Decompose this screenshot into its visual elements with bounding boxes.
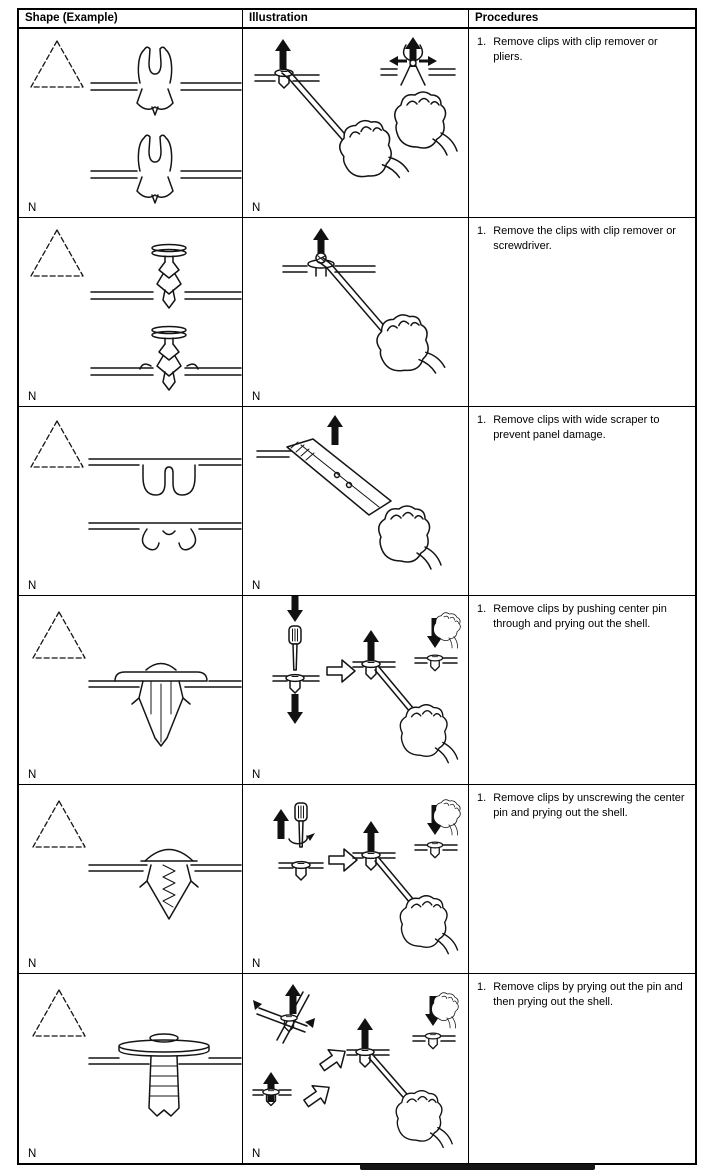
shape-cell-3 — [19, 407, 243, 595]
clip-shell-icon — [286, 675, 304, 693]
illustration-drawing-2 — [243, 218, 466, 402]
column-header-shape: Shape (Example) — [19, 10, 243, 27]
panel-lines — [257, 451, 293, 457]
clip-shell-icon — [427, 842, 442, 858]
clip-removal-table — [17, 8, 697, 1165]
procedure-number: 1. — [477, 414, 487, 426]
open-arrow-icon — [300, 1078, 336, 1112]
illustration-note: N — [252, 1148, 261, 1160]
up-arrow-icon — [275, 39, 291, 69]
illustration-cell-1 — [243, 29, 469, 217]
unscrew-curved-arrow — [289, 836, 307, 844]
illustration-cell-4 — [243, 596, 469, 784]
dashed-triangle-icon — [31, 421, 83, 467]
hand-illustration — [395, 92, 457, 155]
up-arrow-icon — [357, 1018, 373, 1048]
procedure-number: 1. — [477, 981, 487, 993]
illustration-cell-6 — [243, 974, 469, 1163]
clip-remover-tool — [289, 75, 351, 145]
hand-illustration — [400, 705, 457, 763]
up-arrow-icon — [263, 1072, 279, 1102]
procedure-cell-1 — [469, 29, 695, 217]
procedure-text: Remove clips with clip remover or pliers. — [493, 36, 658, 63]
illustration-cell-5 — [243, 785, 469, 973]
panel-lines — [91, 292, 241, 299]
u-spring-clip-icon — [143, 465, 195, 495]
illustration-drawing-5 — [243, 785, 466, 969]
shape-drawing-6 — [19, 974, 242, 1158]
illustration-drawing-6 — [243, 974, 466, 1158]
dashed-triangle-icon — [33, 612, 85, 658]
shape-note: N — [28, 202, 37, 214]
screwdriver-icon — [289, 626, 301, 670]
table-row — [19, 785, 695, 974]
clip-shell-icon — [425, 1033, 440, 1049]
clip-shell-icon — [292, 862, 310, 880]
illustration-cell-3 — [243, 407, 469, 595]
panel-lines — [91, 171, 241, 178]
left-arrow-icon — [389, 56, 407, 66]
table-row — [19, 29, 695, 218]
shape-drawing-2 — [19, 218, 242, 402]
hand-illustration — [400, 896, 457, 954]
up-arrow-icon — [273, 809, 289, 839]
procedure-cell-4 — [469, 596, 695, 784]
down-arrow-icon — [287, 694, 303, 724]
clip-shell-icon — [427, 655, 442, 671]
released-clip-icon — [142, 529, 195, 550]
illustration-note: N — [252, 769, 261, 781]
clip-shell-icon — [356, 1049, 374, 1067]
shape-note: N — [28, 958, 37, 970]
procedure-text: Remove clips by unscrewing the center pin and prying out the shell. — [493, 792, 685, 819]
shape-note: N — [28, 769, 37, 781]
procedure-cell-5 — [469, 785, 695, 973]
procedure-cell-2 — [469, 218, 695, 406]
up-arrow-icon — [363, 821, 379, 851]
table-row — [19, 974, 695, 1163]
procedure-text: Remove clips by pushing center pin through and prying out the shell. — [493, 603, 667, 630]
procedure-number: 1. — [477, 225, 487, 237]
push-clip-icon — [137, 47, 173, 115]
shape-cell-4 — [19, 596, 243, 784]
right-arrow-icon — [419, 56, 437, 66]
procedure-number: 1. — [477, 792, 487, 804]
procedure-text: Remove clips with wide scraper to prevent panel damage. — [493, 414, 660, 441]
shape-drawing-5 — [19, 785, 242, 969]
procedure-number: 1. — [477, 36, 487, 48]
shape-cell-2 — [19, 218, 243, 406]
up-arrow-icon — [327, 415, 343, 445]
dashed-triangle-icon — [31, 230, 83, 276]
panel-lines — [91, 83, 241, 90]
dashed-triangle-icon — [33, 990, 85, 1036]
down-arrow-icon — [287, 596, 303, 622]
dashed-triangle-icon — [31, 41, 83, 87]
clip-shell-icon — [362, 852, 380, 870]
panel-lines — [89, 681, 241, 687]
screw-grommet-icon — [140, 850, 198, 920]
shape-cell-6 — [19, 974, 243, 1163]
table-row — [19, 596, 695, 785]
shape-cell-1 — [19, 29, 243, 217]
column-header-illustration: Illustration — [243, 10, 469, 27]
shape-note: N — [28, 1148, 37, 1160]
table-header-row — [19, 10, 695, 29]
dashed-triangle-icon — [33, 801, 85, 847]
push-pin-rivet-icon — [115, 664, 207, 747]
washer-clip-icon — [152, 327, 186, 391]
procedure-cell-3 — [469, 407, 695, 595]
illustration-drawing-4 — [243, 596, 466, 780]
procedure-cell-6 — [469, 974, 695, 1163]
open-arrow-icon — [327, 660, 355, 682]
shape-drawing-3 — [19, 407, 242, 591]
hand-illustration — [373, 309, 445, 382]
curved-arrow-head — [307, 833, 315, 841]
hand-illustration — [396, 1091, 452, 1148]
push-clip-icon — [137, 135, 173, 203]
clip-shell-icon — [362, 661, 380, 679]
panel-lines — [89, 1058, 241, 1064]
illustration-cell-2 — [243, 218, 469, 406]
shape-note: N — [28, 391, 37, 403]
open-arrow-icon — [316, 1042, 352, 1076]
hand-illustration — [379, 506, 441, 569]
illustration-drawing-3 — [243, 407, 466, 591]
illustration-drawing-1 — [243, 29, 466, 213]
table-row — [19, 407, 695, 596]
shape-note: N — [28, 580, 37, 592]
shape-drawing-4 — [19, 596, 242, 780]
panel-lines — [89, 459, 241, 465]
clip-stem — [316, 268, 326, 276]
flat-head-rivet-icon — [119, 1034, 209, 1116]
illustration-note: N — [252, 391, 261, 403]
shape-cell-5 — [19, 785, 243, 973]
illustration-note: N — [252, 580, 261, 592]
up-arrow-icon — [363, 630, 379, 660]
column-header-procedures: Procedures — [475, 12, 539, 24]
illustration-note: N — [252, 202, 261, 214]
scan-artifact — [360, 1164, 595, 1170]
table-row — [19, 218, 695, 407]
shape-drawing-1 — [19, 29, 242, 213]
procedure-number: 1. — [477, 603, 487, 615]
procedure-text: Remove clips by prying out the pin and then prying out the shell. — [493, 981, 683, 1008]
procedure-text: Remove the clips with clip remover or screwdriver. — [493, 225, 676, 252]
washer-clip-icon — [152, 245, 186, 309]
panel-lines — [89, 523, 241, 529]
illustration-note: N — [252, 958, 261, 970]
